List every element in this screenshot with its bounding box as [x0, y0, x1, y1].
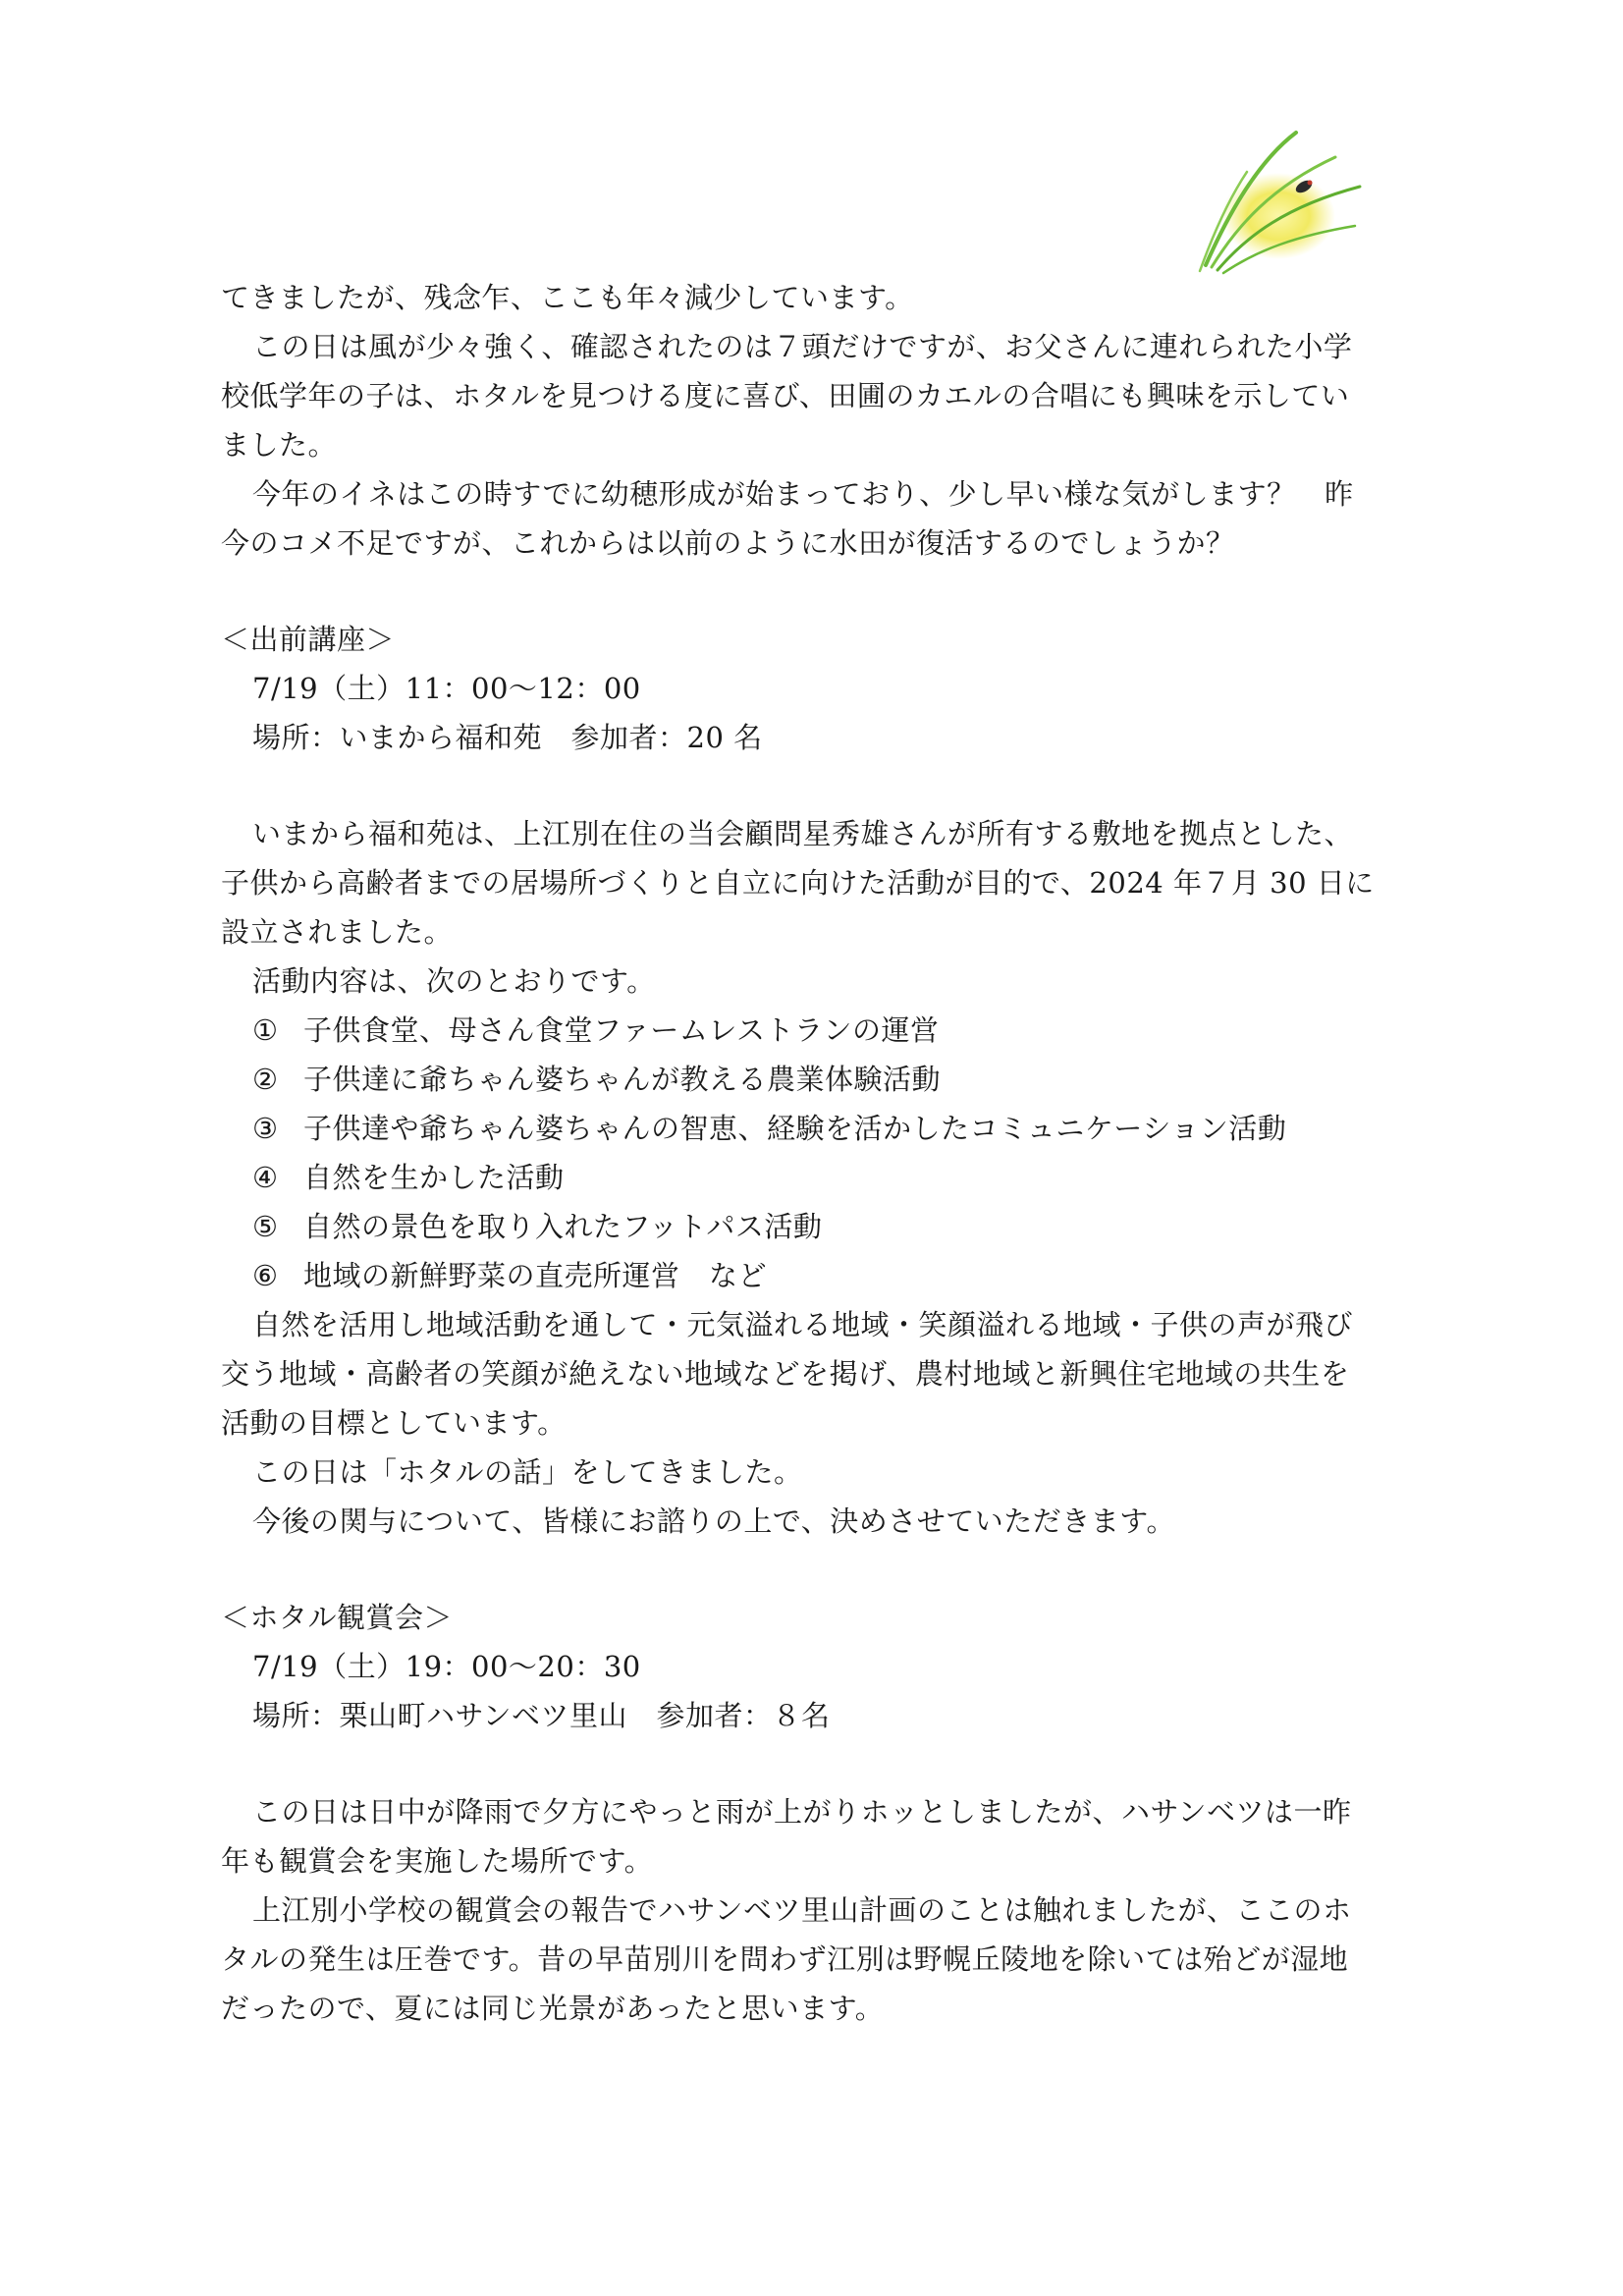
hotaru-heading: ＜ホタル観賞会＞ [221, 1601, 454, 1634]
hotaru-para2-line3: だったので、夏には同じ光景があったと思います。 [221, 1992, 885, 2025]
demae-para1-line3: 設立されました。 [221, 915, 454, 949]
list-item-number: ⑤ [252, 1210, 279, 1243]
demae-para4: 今後の関与について、皆様にお諮りの上で、決めさせていただきます。 [252, 1504, 1175, 1538]
list-item-number: ① [252, 1013, 279, 1047]
firefly-on-grass-icon [1188, 118, 1370, 275]
hotaru-para2-line1: 上江別小学校の観賞会の報告でハサンベツ里山計画のことは触れましたが、ここのホ [252, 1893, 1352, 1927]
list-item-text: 子供達や爺ちゃん婆ちゃんの智恵、経験を活かしたコミュニケーション活動 [303, 1112, 1287, 1145]
demae-datetime: 7/19（土）11：00～12：00 [252, 672, 641, 705]
intro-paragraph-line: 校低学年の子は、ホタルを見つける度に喜び、田圃のカエルの合唱にも興味を示してい [221, 379, 1350, 412]
list-item-number: ④ [252, 1161, 279, 1194]
activity-list [221, 1006, 1399, 1300]
intro-paragraph-line: 今のコメ不足ですが、これからは以前のように水田が復活するのでしょうか？ [221, 526, 1235, 560]
demae-para1-line2: 子供から高齢者までの居場所づくりと自立に向けた活動が目的で、2024 年７月 30 日に [221, 866, 1375, 900]
demae-para2-line2: 交う地域・高齢者の笑顔が絶えない地域などを掲げ、農村地域と新興住宅地域の共生を [221, 1357, 1350, 1391]
list-item-number: ⑥ [252, 1259, 279, 1292]
hotaru-section [221, 1593, 1399, 2033]
demae-para3: この日は「ホタルの話」をしてきました。 [252, 1455, 803, 1489]
intro-paragraph-line: 今年のイネはこの時すでに幼穂形成が始まっており、少し早い様な気がします？ 昨 [252, 477, 1354, 511]
hotaru-para1-line2: 年も観賞会を実施した場所です。 [221, 1844, 654, 1878]
demae-para2-line3: 活動の目標としています。 [221, 1406, 567, 1440]
list-item [221, 1055, 1399, 1104]
list-item-number: ② [252, 1063, 279, 1096]
list-item-text: 自然の景色を取り入れたフットパス活動 [303, 1210, 823, 1243]
demae-para2-line1: 自然を活用し地域活動を通して・元気溢れる地域・笑顔溢れる地域・子供の声が飛び [252, 1308, 1354, 1341]
list-item-text: 地域の新鮮野菜の直売所運営 など [303, 1259, 768, 1292]
demae-list-intro: 活動内容は、次のとおりです。 [252, 964, 656, 998]
list-item [221, 1104, 1399, 1153]
demae-heading: ＜出前講座＞ [221, 623, 396, 656]
hotaru-para2-line2: タルの発生は圧巻です。昔の早苗別川を問わず江別は野幌丘陵地を除いては殆どが湿地 [221, 1942, 1349, 1976]
demae-place: 場所：いまから福和苑 参加者：20 名 [252, 721, 763, 754]
list-item [221, 1153, 1399, 1202]
intro-paragraph-line: ました。 [221, 428, 338, 462]
hotaru-para1-line1: この日は日中が降雨で夕方にやっと雨が上がりホッとしましたが、ハサンベツは一昨 [252, 1795, 1352, 1829]
list-item [221, 1202, 1399, 1251]
list-item [221, 1251, 1399, 1300]
demae-para1-line1: いまから福和苑は、上江別在住の当会顧問星秀雄さんが所有する敷地を拠点とした、 [252, 817, 1354, 850]
list-item-text: 子供食堂、母さん食堂ファームレストランの運営 [303, 1013, 940, 1047]
intro-paragraph-line: てきましたが、残念乍、ここも年々減少しています。 [221, 281, 914, 314]
list-item-number: ③ [252, 1112, 279, 1145]
document-body [221, 273, 1399, 2033]
intro-paragraph-line: この日は風が少々強く、確認されたのは７頭だけですが、お父さんに連れられた小学 [252, 330, 1353, 363]
hotaru-place: 場所：栗山町ハサンベツ里山 参加者：８名 [252, 1699, 831, 1732]
hotaru-datetime: 7/19（土）19：00～20：30 [252, 1650, 641, 1683]
list-item-text: 自然を生かした活動 [303, 1161, 565, 1194]
demae-section [221, 615, 1399, 1546]
list-item [221, 1006, 1399, 1055]
list-item-text: 子供達に爺ちゃん婆ちゃんが教える農業体験活動 [303, 1063, 942, 1096]
intro-section [221, 273, 1399, 568]
